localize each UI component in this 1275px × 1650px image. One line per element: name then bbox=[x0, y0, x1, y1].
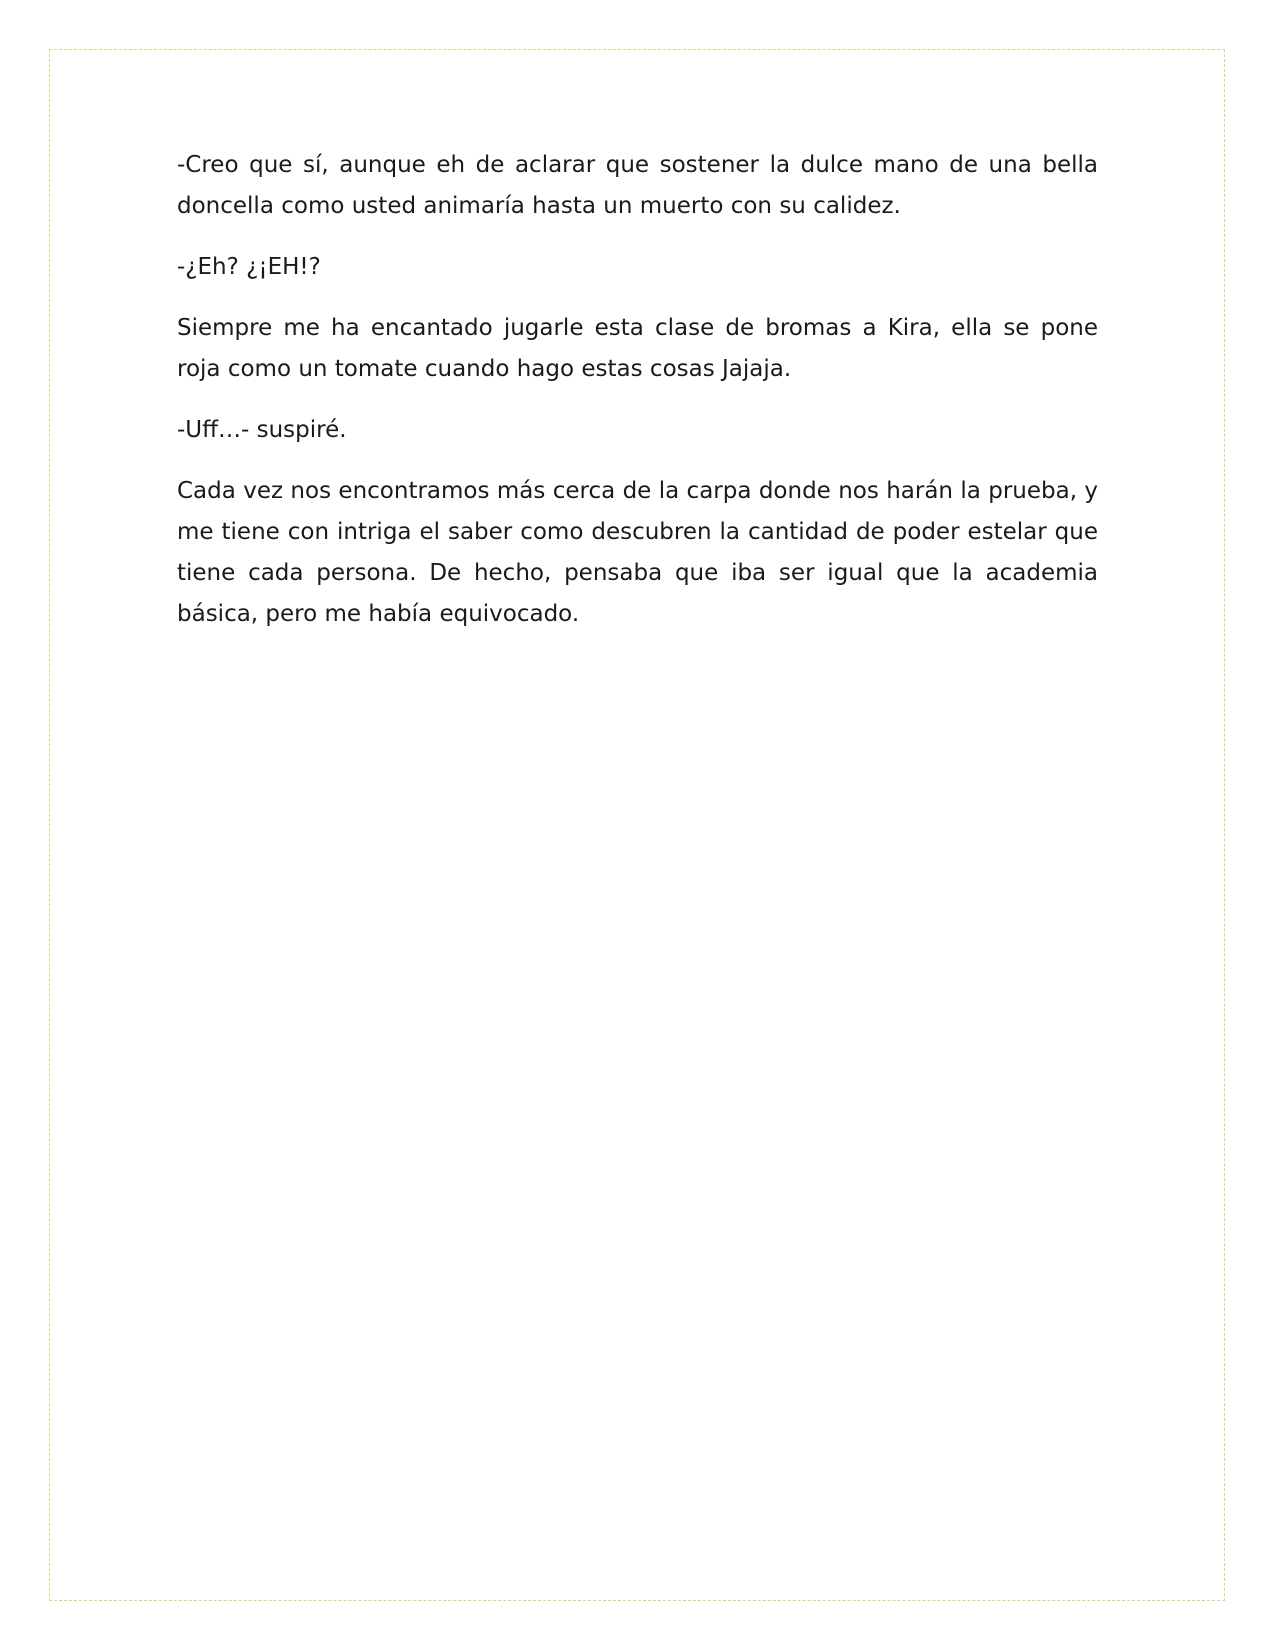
paragraph-dialogue-2: -¿Eh? ¿¡EH!? bbox=[177, 254, 321, 280]
paragraph-dialogue-3: -Uff…- suspiré. bbox=[177, 417, 347, 443]
paragraph-narration-2: Cada vez nos encontramos más cerca de la carpa donde nos harán la prueba, y me tiene con intriga el saber como descubren la cantidad de poder estelar que tiene cada persona. De hecho, pensaba que iba ser igual que la academia básica, pero me había equivocado. bbox=[177, 478, 1098, 627]
paragraph-dialogue-1: -Creo que sí, aunque eh de aclarar que sostener la dulce mano de una bella doncella como usted animaría hasta un muerto con su calidez. bbox=[177, 152, 1098, 219]
document-body bbox=[177, 145, 1098, 655]
paragraph-narration-1: Siempre me ha encantado jugarle esta clase de bromas a Kira, ella se pone roja como un tomate cuando hago estas cosas Jajaja. bbox=[177, 315, 1098, 382]
